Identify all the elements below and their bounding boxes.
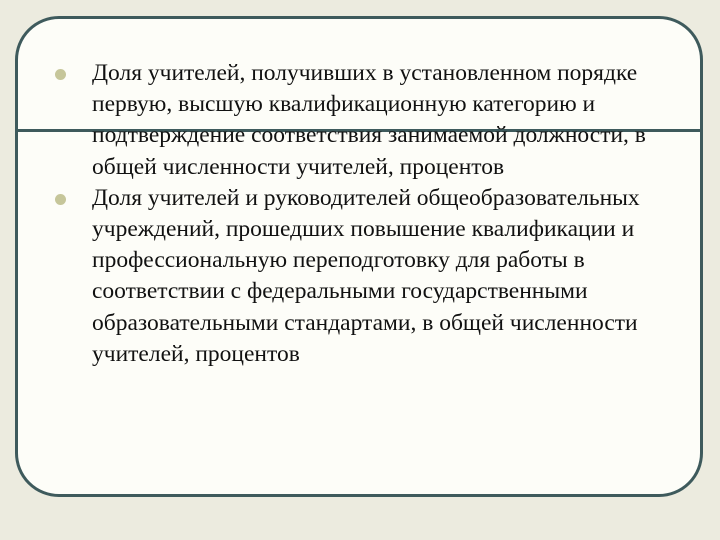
bullet-dot-icon: [55, 194, 66, 205]
bullet-text: Доля учителей и руководителей общеобразовательных учреждений, прошедших повышение квалификации и профессиональную переподготовку для работы в соответствии с федеральными государственными образовательными стандартами, в общей численности учителей, процентов: [92, 184, 640, 367]
slide-content: [52, 58, 672, 370]
bullet-text: Доля учителей, получивших в установленном порядке первую, высшую квалификационную категорию и подтверждение соответствия занимаемой должности, в общей численности учителей, процентов: [92, 60, 646, 180]
bullet-item: [52, 58, 672, 183]
bullet-item: [52, 183, 672, 370]
bullet-dot-icon: [55, 69, 66, 80]
